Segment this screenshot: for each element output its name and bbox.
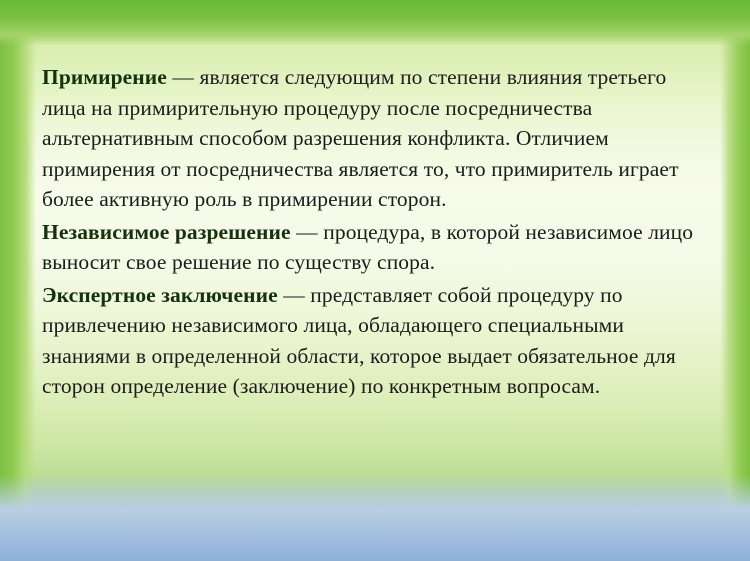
term-conciliation: Примирение: [42, 65, 167, 89]
bottom-accent-band: [0, 475, 750, 561]
term-independent-resolution: Независимое разрешение: [42, 219, 291, 244]
paragraph-independent-resolution: [42, 217, 702, 278]
definition-conciliation: — является следующим по степени влияния третьего лица на примирительную процедуру после посредничества альтернативным способом разрешения конфликта. Отличием примирения от посредничества является то, что примиритель играет более активную роль в примирении сторон.: [42, 65, 679, 211]
paragraph-conciliation: [42, 62, 702, 215]
definition-independent-resolution: — процедура, в которой независимое лицо выносит свое решение по существу спора.: [42, 219, 694, 274]
definition-expert-opinion: — представляет собой процедуру по привлечению независимого лица, обладающего специальными знаниями в определенной области, которое выдает обязательное для сторон определение (заключение) по конкретным вопросам.: [42, 282, 676, 398]
paragraph-expert-opinion: [42, 280, 702, 402]
term-expert-opinion: Экспертное заключение: [42, 282, 278, 307]
